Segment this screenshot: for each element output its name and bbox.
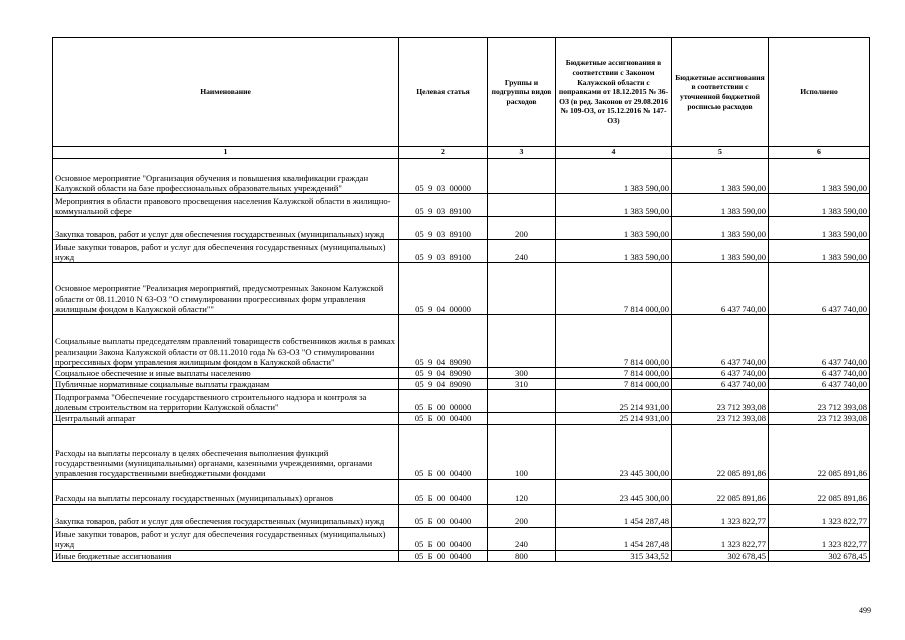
row-law-amount: 315 343,52 (556, 550, 672, 561)
row-law-amount: 1 454 287,48 (556, 527, 672, 550)
row-target-code: 05 9 03 89100 (399, 217, 488, 240)
row-group: 200 (488, 504, 556, 527)
row-executed-amount: 1 323 822,77 (769, 527, 870, 550)
row-target-code: 05 Б 00 00000 (399, 390, 488, 413)
row-target-code: 05 Б 00 00400 (399, 479, 488, 504)
row-target-code: 05 Б 00 00400 (399, 527, 488, 550)
column-number: 2 (399, 147, 488, 159)
row-group: 240 (488, 240, 556, 263)
row-name: Расходы на выплаты персоналу государственных (муниципальных) органов (53, 479, 399, 504)
row-executed-amount: 6 437 740,00 (769, 315, 870, 368)
table-row (53, 504, 870, 527)
table-row (53, 240, 870, 263)
row-executed-amount: 6 437 740,00 (769, 368, 870, 379)
row-executed-amount: 6 437 740,00 (769, 379, 870, 390)
column-number: 3 (488, 147, 556, 159)
row-name: Закупка товаров, работ и услуг для обеспечения государственных (муниципальных) нужд (53, 217, 399, 240)
row-group: 800 (488, 550, 556, 561)
table-row (53, 379, 870, 390)
header-expense-groups: Группы и подгруппы видов расходов (488, 38, 556, 147)
header-row (53, 38, 870, 147)
row-refined-amount: 6 437 740,00 (672, 379, 769, 390)
table-row (53, 368, 870, 379)
row-group (488, 159, 556, 194)
row-executed-amount: 1 383 590,00 (769, 240, 870, 263)
row-name: Публичные нормативные социальные выплаты гражданам (53, 379, 399, 390)
row-name: Подпрограмма "Обеспечение государственного строительного надзора и контроля за долевым строительством на территории Калужской области" (53, 390, 399, 413)
table-row (53, 550, 870, 561)
budget-table (52, 37, 870, 562)
row-group: 300 (488, 368, 556, 379)
row-law-amount: 1 383 590,00 (556, 240, 672, 263)
row-group: 120 (488, 479, 556, 504)
row-law-amount: 7 814 000,00 (556, 315, 672, 368)
row-group: 100 (488, 424, 556, 479)
row-law-amount: 25 214 931,00 (556, 413, 672, 424)
row-name: Иные бюджетные ассигнования (53, 550, 399, 561)
table-row (53, 390, 870, 413)
row-target-code: 05 9 03 00000 (399, 159, 488, 194)
header-refined-allocations: Бюджетные ассигнования в соответствии с уточненной бюджетной росписью расходов (672, 38, 769, 147)
row-refined-amount: 22 085 891,86 (672, 424, 769, 479)
row-group (488, 413, 556, 424)
row-executed-amount: 22 085 891,86 (769, 424, 870, 479)
table-row (53, 424, 870, 479)
row-name: Основное мероприятие "Организация обучения и повышения квалификации граждан Калужской области на базе профессиональных образовательных учреждений" (53, 159, 399, 194)
row-group: 200 (488, 217, 556, 240)
row-executed-amount: 22 085 891,86 (769, 479, 870, 504)
table-row (53, 479, 870, 504)
row-refined-amount: 1 383 590,00 (672, 217, 769, 240)
table-row (53, 315, 870, 368)
row-executed-amount: 6 437 740,00 (769, 263, 870, 315)
column-number: 4 (556, 147, 672, 159)
header-name: Наименование (53, 38, 399, 147)
row-name: Закупка товаров, работ и услуг для обеспечения государственных (муниципальных) нужд (53, 504, 399, 527)
row-group (488, 194, 556, 217)
row-target-code: 05 9 04 00000 (399, 263, 488, 315)
table-row (53, 413, 870, 424)
row-refined-amount: 302 678,45 (672, 550, 769, 561)
row-target-code: 05 Б 00 00400 (399, 413, 488, 424)
row-name: Центральный аппарат (53, 413, 399, 424)
column-number: 5 (672, 147, 769, 159)
row-group (488, 315, 556, 368)
column-number-row (53, 147, 870, 159)
row-name: Иные закупки товаров, работ и услуг для обеспечения государственных (муниципальных) нужд (53, 527, 399, 550)
row-refined-amount: 1 383 590,00 (672, 194, 769, 217)
row-law-amount: 1 383 590,00 (556, 159, 672, 194)
row-executed-amount: 23 712 393,08 (769, 390, 870, 413)
table-row (53, 159, 870, 194)
table-row (53, 527, 870, 550)
page-number: 499 (859, 606, 871, 615)
header-executed: Исполнено (769, 38, 870, 147)
row-executed-amount: 1 383 590,00 (769, 217, 870, 240)
row-refined-amount: 6 437 740,00 (672, 263, 769, 315)
row-name: Социальные выплаты председателям правлений товариществ собственников жилья в рамках реализации Закона Калужской области от 08.11.2010 года № 63-ОЗ "О стимулировании прогрессивных форм управления жилищным фондом в Калужской области" (53, 315, 399, 368)
row-refined-amount: 22 085 891,86 (672, 479, 769, 504)
row-refined-amount: 23 712 393,08 (672, 390, 769, 413)
row-target-code: 05 9 04 89090 (399, 315, 488, 368)
row-group (488, 263, 556, 315)
row-refined-amount: 1 383 590,00 (672, 240, 769, 263)
row-refined-amount: 1 383 590,00 (672, 159, 769, 194)
row-target-code: 05 Б 00 00400 (399, 504, 488, 527)
header-law-allocations: Бюджетные ассигнования в соответствии с Законом Калужской области с поправками от 18.12.2015 № 36-ОЗ (в ред. Законов от 29.08.2016 № 109-ОЗ, от 15.12.2016 № 147-ОЗ) (556, 38, 672, 147)
row-executed-amount: 23 712 393,08 (769, 413, 870, 424)
row-refined-amount: 6 437 740,00 (672, 315, 769, 368)
column-number: 6 (769, 147, 870, 159)
row-law-amount: 1 383 590,00 (556, 194, 672, 217)
row-law-amount: 7 814 000,00 (556, 368, 672, 379)
column-number: 1 (53, 147, 399, 159)
row-executed-amount: 302 678,45 (769, 550, 870, 561)
row-name: Основное мероприятие "Реализация мероприятий, предусмотренных Законом Калужской области от 08.11.2010 N 63-ОЗ "О стимулировании прогрессивных форм управления жилищным фондом в Калужской области"" (53, 263, 399, 315)
row-group (488, 390, 556, 413)
row-law-amount: 23 445 300,00 (556, 479, 672, 504)
row-group: 240 (488, 527, 556, 550)
table-row (53, 217, 870, 240)
row-law-amount: 25 214 931,00 (556, 390, 672, 413)
row-refined-amount: 1 323 822,77 (672, 527, 769, 550)
header-target-article: Целевая статья (399, 38, 488, 147)
row-law-amount: 23 445 300,00 (556, 424, 672, 479)
row-target-code: 05 9 03 89100 (399, 240, 488, 263)
table-row (53, 194, 870, 217)
row-target-code: 05 Б 00 00400 (399, 550, 488, 561)
row-refined-amount: 6 437 740,00 (672, 368, 769, 379)
row-law-amount: 1 383 590,00 (556, 217, 672, 240)
row-name: Иные закупки товаров, работ и услуг для обеспечения государственных (муниципальных) нужд (53, 240, 399, 263)
row-group: 310 (488, 379, 556, 390)
row-executed-amount: 1 383 590,00 (769, 159, 870, 194)
row-executed-amount: 1 323 822,77 (769, 504, 870, 527)
row-law-amount: 7 814 000,00 (556, 379, 672, 390)
row-name: Мероприятия в области правового просвещения населения Калужской области в жилищно-коммунальной сфере (53, 194, 399, 217)
row-target-code: 05 9 04 89090 (399, 379, 488, 390)
row-law-amount: 1 454 287,48 (556, 504, 672, 527)
row-refined-amount: 23 712 393,08 (672, 413, 769, 424)
row-target-code: 05 Б 00 00400 (399, 424, 488, 479)
table-row (53, 263, 870, 315)
row-target-code: 05 9 03 89100 (399, 194, 488, 217)
row-name: Расходы на выплаты персоналу в целях обеспечения выполнения функций государственными (муниципальными) органами, казенными учреждениями, органами управления государственными внебюджетными фондами (53, 424, 399, 479)
row-target-code: 05 9 04 89090 (399, 368, 488, 379)
row-executed-amount: 1 383 590,00 (769, 194, 870, 217)
row-refined-amount: 1 323 822,77 (672, 504, 769, 527)
row-name: Социальное обеспечение и иные выплаты населению (53, 368, 399, 379)
row-law-amount: 7 814 000,00 (556, 263, 672, 315)
